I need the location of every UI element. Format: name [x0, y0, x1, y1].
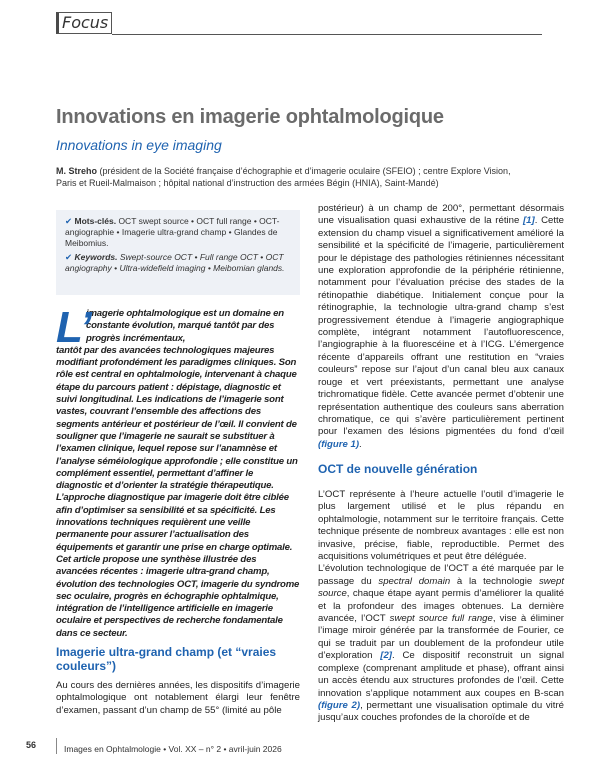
reference-link[interactable]: [1] [522, 215, 535, 227]
authors-line [56, 165, 526, 189]
header-rule [112, 34, 542, 35]
text-run: . Ce dispositif reconstruit un signal complexe (comprenant amplitude et phase), offrant ainsi un accès étendu aux structures profondes de l’œil. Cette innovation s’applique notamment aux coupes en B-scan [318, 650, 564, 699]
check-icon: ✔ [65, 252, 75, 262]
keywords-en-label: Keywords. [74, 252, 118, 262]
text-run: , chaque étape ayant permis d’améliorer la qualité et la profondeur des images obtenues. La dernière avancée, l’OCT [318, 588, 564, 625]
journal-footer: Images en Ophtalmologie • Vol. XX – n° 2 • avril-juin 2026 [64, 744, 282, 754]
oct-paragraph-1: L’OCT représente à l’heure actuelle l’outil d’imagerie le plus largement utilisé et le plus répandu en ophtalmologie, notamment sur le territoire français. Cette technique présente de nombreux avantages : elle est non invasive, précise, fiable, reproductible. Permet des acquisitions volumétriques et peut être déléguée. [318, 489, 564, 563]
figure-link[interactable]: (figure 1) [318, 438, 360, 450]
column2-paragraph [318, 203, 564, 451]
footer-rule [56, 738, 57, 754]
text-run: , permettant une visualisation optimale du vitré jusqu’aux couches profondes de la choroïde et de [318, 699, 564, 724]
author-affiliation: (président de la Société française d’échographie et d’imagerie oculaire (SFEIO) ; centre Explore Vision, Paris et Rueil-Malmaison ; hôpital national d’instruction des armées Bégin (HNIA), Saint-Mandé) [56, 166, 511, 188]
reference-link[interactable]: [2] [380, 650, 392, 662]
text-run: à la technologie [450, 575, 539, 587]
lead-rest: tantôt par des avancées technologiques majeures modifiant profondément les paradigmes cliniques. Son rôle est central en ophtalmologie, intervenant à chaque étape du parcours patient : dépistage, diagnostic et suivi longitudinal. Les indications de l’imagerie sont vastes, couvrant l’ensemble des affections des segments antérieur et postérieur de l’œil. Il convient de souligner que l’imagerie ne saurait se substituer à l’examen clinique, lequel repose sur l’anamnèse et l’analyse séméiologique approfondie ; elle constitue un complément essentiel, permettant d’affiner le diagnostic et d’orienter la stratégie thérapeutique. L’approche diagnostique par imagerie doit être ciblée afin d’optimiser sa sensibilité et sa spécificité. Les innovations techniques requièrent une veille permanente pour assurer l’actualisation des équipements et garantir une prise en charge optimale. Cet article propose une synthèse illustrée des avancées récentes : imagerie ultra-grand champ, évolution des technologies OCT, imagerie du syndrome sec oculaire, progrès en échographie ophtalmique, intégration de l’intelligence artificielle en imagerie oculaire et perspectives de recherche fondamentale dans ce secteur. [56, 344, 300, 639]
text-run: . Cette extension du champ visuel a significativement amélioré la sensibilité et la spécificité de l’imagerie, particulièrement pour le dépistage des pathologies rétiniennes nécessitant une exploration approfondie de la périphérie rétinienne, notamment pour l’évaluation précise des stades de la rétinopathie diabétique. Initialement conçue pour la rétinographie, la technologie ultra-grand champ s’est progressivement étendue à l’imagerie angiographique complète, intégrant notamment l’autofluorescence, l’angiographie à la fluorescéine et à l’ICG. L’émergence récente d’appareils offrant une restitution en “vraies couleurs” repose sur l’ajout d’un canal bleu aux canaux rouge et vert préexistants, permettant une analyse trichromatique fidèle. Cette avancée permet d’obtenir une représentation authentique des couleurs sans aberration chromatique, ce qui s’avère particulièrement pertinent pour l’examen des lésions pigmentées du fond d’œil [318, 215, 564, 438]
section-heading-oct: OCT de nouvelle génération [318, 462, 478, 476]
lead-paragraph [56, 303, 300, 640]
section-body-ultra-wide: Au cours des dernières années, les dispositifs d’imagerie ophtalmologique ont notablement élargi leur fenêtre d’examen, passant d’un champ de 55° (limité au pôle [56, 680, 300, 716]
text-run: , vise à éliminer l’image miroir générée par la transformée de Fourier, ce qui se traduit par un doublement de la profondeur utile d’exploration [318, 613, 565, 662]
oct-paragraph-2 [318, 563, 564, 724]
article-subtitle: Innovations in eye imaging [56, 137, 222, 153]
section-tag: Focus [56, 12, 112, 34]
section-heading-ultra-wide: Imagerie ultra-grand champ (et “vraies couleurs”) [56, 645, 277, 673]
text-run: L’évolution technologique de l’OCT a été marquée par le passage du [318, 563, 564, 587]
figure-link[interactable]: (figure 2) [318, 699, 361, 711]
keywords-fr [65, 216, 291, 249]
keywords-fr-label: Mots-clés. [74, 216, 117, 226]
text-run: swept source full range [389, 613, 493, 625]
keywords-en [65, 252, 291, 274]
lead-first-lines: imagerie ophtalmologique est un domaine en constante évolution, marqué tantôt par des progrès incrémentaux, [86, 308, 284, 344]
text-run: spectral domain [378, 575, 451, 587]
section-body-oct [318, 489, 564, 725]
page-number: 56 [26, 740, 37, 750]
author-name: M. Streho [56, 166, 98, 176]
text-run: . [359, 438, 362, 450]
text-run: swept source [318, 575, 564, 600]
keywords-fr-text: OCT swept source • OCT full range • OCT-angiographie • Imagerie ultra-grand champ • Glandes de Meibomius. [65, 216, 280, 248]
article-title: Innovations en imagerie ophtalmologique [56, 106, 444, 128]
text-run: postérieur) à un champ de 200°, permettant désormais une visualisation quasi exhaustive de la rétine [318, 203, 564, 227]
keywords-box [56, 210, 300, 295]
drop-cap: L’ [56, 303, 92, 352]
check-icon: ✔ [65, 216, 75, 226]
keywords-en-text: Swept-source OCT • Full range OCT • OCT angiography • Ultra-widefield imaging • Meibomian glands. [65, 252, 285, 273]
